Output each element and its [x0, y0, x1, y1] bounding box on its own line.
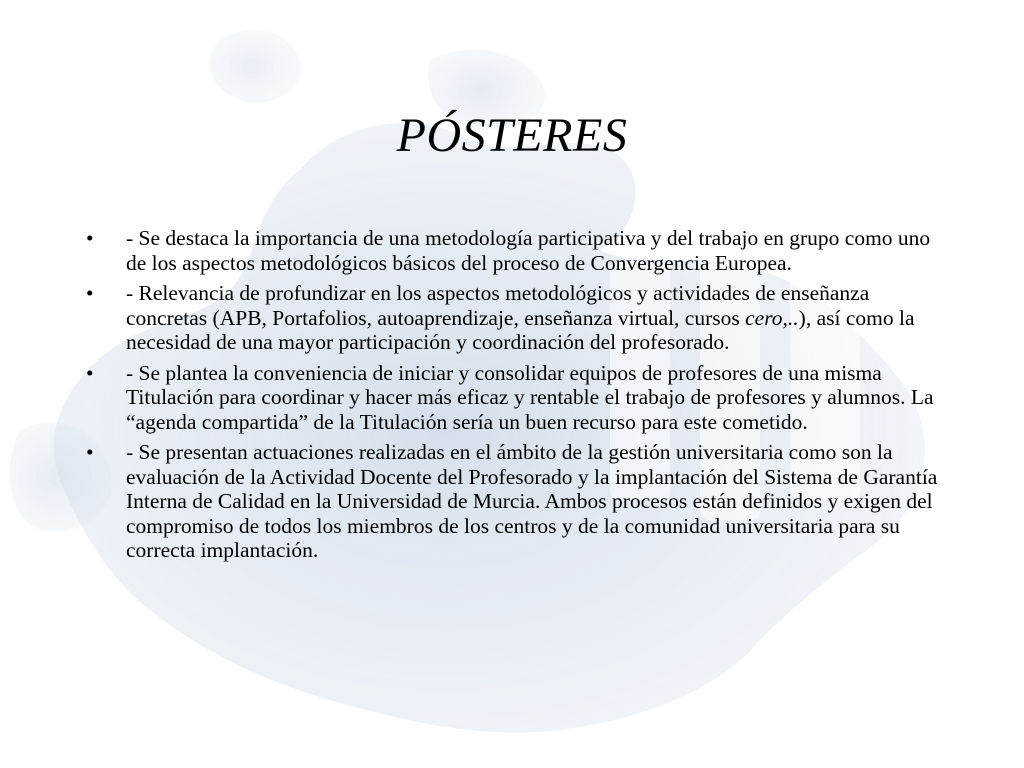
- bullet-item: [86, 440, 946, 563]
- bullet-text: - Se destaca la importancia de una metodología participativa y del trabajo en grupo como uno de los aspectos metodológicos básicos del proceso de Convergencia Europea.: [126, 226, 931, 275]
- bullet-text-italic: cero,..: [745, 305, 799, 330]
- bullet-text-after: ), así como la necesidad de una mayor participación y coordinación del profesorado.: [126, 305, 915, 354]
- bullet-marker: •: [86, 281, 94, 305]
- bullet-marker: •: [86, 226, 94, 250]
- bullet-text-before: - Relevancia de profundizar en los aspectos metodológicos y actividades de enseñanza concretas (APB, Portafolios, autoaprendizaje, enseñanza virtual, cursos: [126, 281, 870, 330]
- bullet-item: [86, 361, 946, 435]
- bullet-item: [86, 226, 946, 275]
- bullet-list: [86, 226, 946, 569]
- bullet-text: - Se plantea la conveniencia de iniciar y consolidar equipos de profesores de una misma Titulación para coordinar y hacer más eficaz y rentable el trabajo de profesores y alumnos. La “agenda compartida” de la Titulación sería un buen recurso para este cometido.: [126, 360, 934, 434]
- bullet-item: [86, 281, 946, 355]
- bullet-marker: •: [86, 360, 94, 385]
- slide-title: PÓSTERES: [396, 109, 628, 162]
- bullet-text: - Se presentan actuaciones realizadas en el ámbito de la gestión universitaria como son la evaluación de la Actividad Docente del Profesorado y la implantación del Sistema de Garantía Interna de Calidad en la Universidad de Murcia. Ambos procesos están definidos y exigen del compromiso de todos los miembros de los centros y de la comunidad universitaria para su correcta implantación.: [126, 440, 938, 562]
- bullet-marker: •: [86, 440, 94, 464]
